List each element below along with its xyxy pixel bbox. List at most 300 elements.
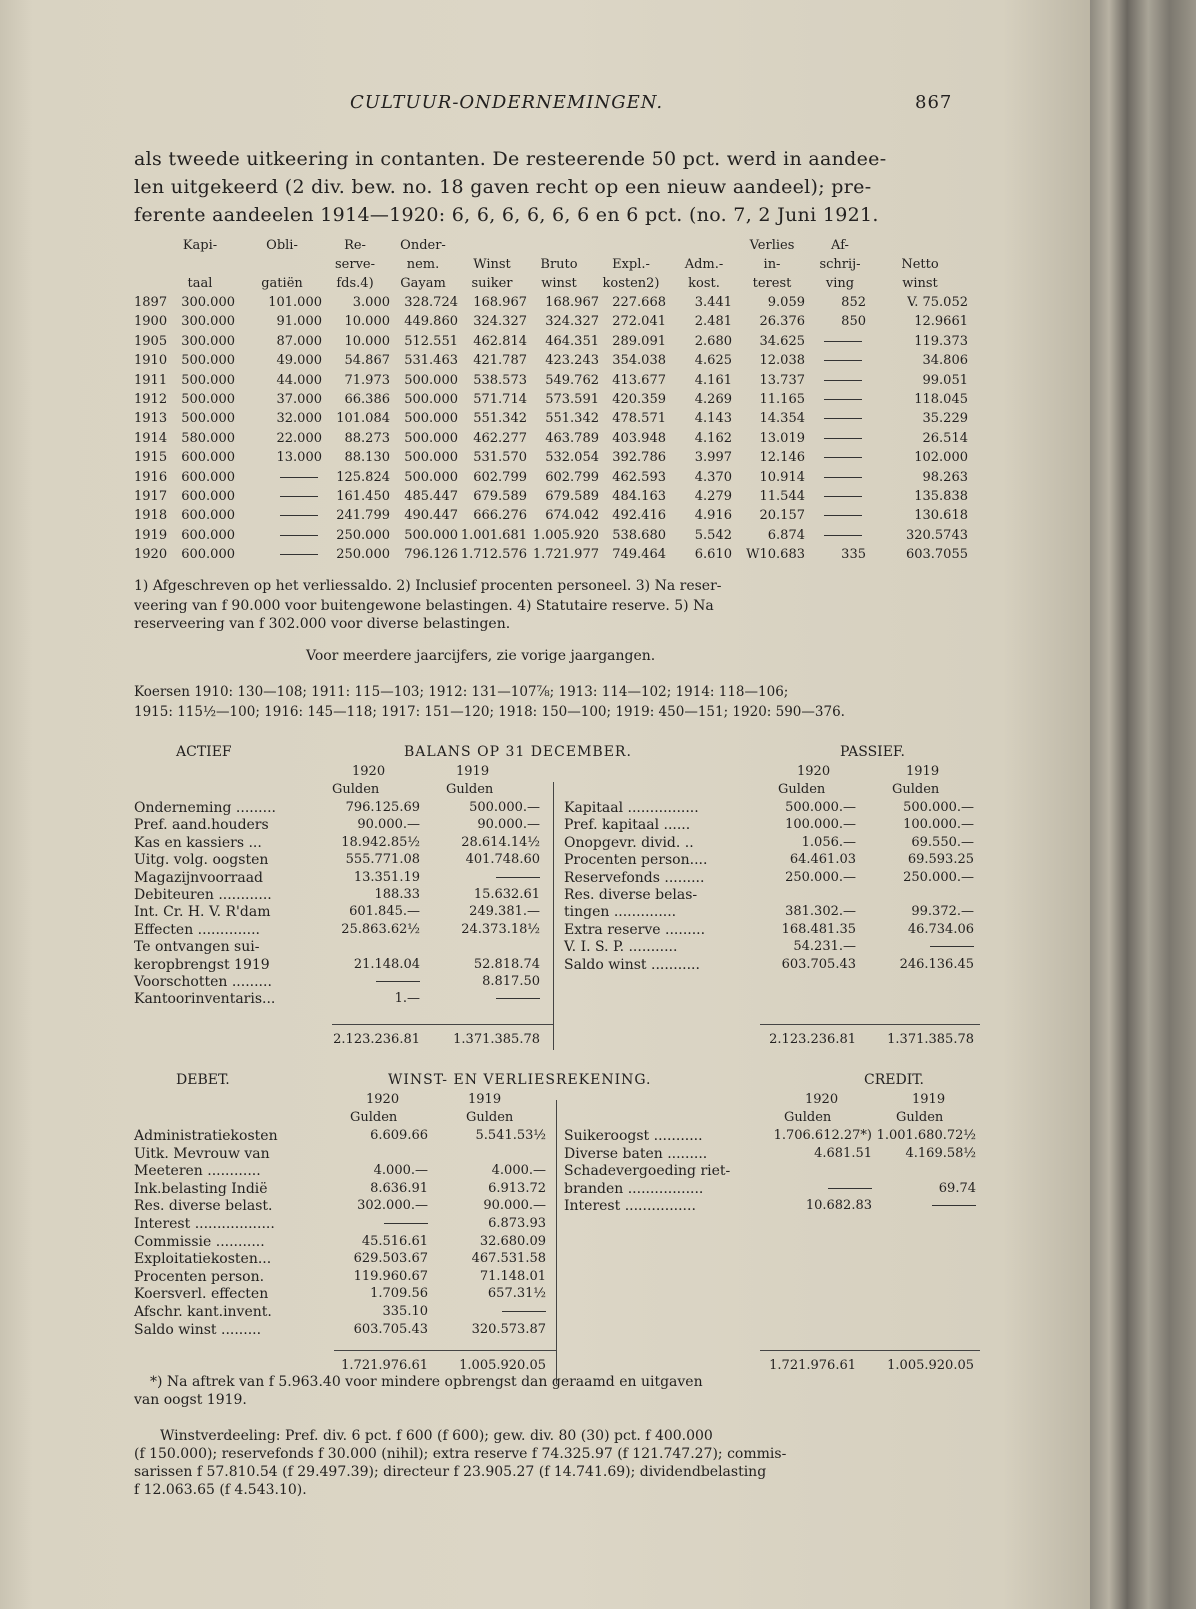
passief-item-label: Extra reserve ......... (564, 921, 706, 938)
results-cell: 600.000 (181, 547, 235, 563)
results-cell: 423.243 (545, 353, 599, 369)
winst-right-year2: 1919 (912, 1092, 946, 1107)
results-cell: 403.948 (612, 430, 666, 446)
results-cell: 135.838 (914, 489, 968, 504)
results-cell: 602.799 (473, 469, 527, 485)
results-cell: 600.000 (181, 508, 235, 524)
passief-item-value: 100.000.— (903, 817, 974, 833)
results-header-cell: Adm.- (684, 257, 724, 272)
credit-total-1919: 1.005.920.05 (887, 1358, 974, 1373)
credit-item-label: Interest ................ (564, 1198, 696, 1215)
passief-item-label: Pref. kapitaal ...... (564, 817, 691, 834)
winst-title: WINST- EN VERLIESREKENING. (388, 1072, 652, 1088)
results-cell: 600.000 (181, 450, 235, 466)
debet-item-label: Procenten person. (134, 1268, 265, 1285)
results-cell: 4.916 (694, 508, 732, 524)
results-cell: 551.342 (473, 411, 527, 427)
credit-item-label: Schadevergoeding riet- (564, 1163, 731, 1180)
winst-right-unit2: Gulden (896, 1110, 944, 1125)
results-cell (824, 489, 868, 504)
results-cell: 34.806 (922, 353, 968, 369)
results-cell: 119.373 (914, 333, 968, 349)
debet-item-value: 32.680.09 (479, 1233, 546, 1249)
balance-right-year1: 1920 (797, 764, 831, 779)
results-header-cell: nem. (406, 257, 440, 272)
results-cell: 4.269 (694, 392, 732, 407)
balance-passief-label: PASSIEF. (840, 744, 905, 760)
results-cell: 10.000 (344, 333, 390, 349)
results-year-cell: 1916 (134, 469, 168, 485)
actief-total-rule (332, 1024, 554, 1025)
intro-line-1: als tweede uitkeering in contanten. De resteerende 50 pct. werd in aandee- (134, 148, 887, 170)
results-cell: 462.593 (612, 469, 666, 485)
results-cell: 4.143 (694, 411, 732, 427)
results-cell (824, 508, 868, 523)
results-cell: 11.544 (759, 489, 805, 504)
results-cell: 420.359 (612, 392, 666, 407)
passief-item-value (860, 939, 974, 954)
results-header-cell: Re- (344, 238, 366, 253)
actief-item-label: Kantoorinventaris... (134, 991, 276, 1008)
results-header-cell: Af- (831, 238, 849, 253)
debet-item-value: 629.503.67 (353, 1251, 428, 1267)
passief-total-1920: 2.123.236.81 (769, 1032, 856, 1047)
credit-total-1920: 1.721.976.61 (769, 1358, 856, 1373)
results-cell: 3.441 (694, 295, 732, 310)
results-cell (824, 334, 868, 349)
results-cell: 13.000 (276, 450, 322, 466)
results-cell: 161.450 (336, 489, 390, 504)
actief-item-value: 500.000.— (469, 800, 540, 815)
winst-left-unit1: Gulden (350, 1110, 398, 1125)
passief-item-label: Res. diverse belas- (564, 887, 698, 903)
balance-actief-label: ACTIEF (176, 744, 232, 760)
results-cell: 490.447 (404, 508, 458, 524)
results-cell: 571.714 (473, 392, 527, 407)
passief-item-value: 250.000.— (785, 869, 856, 885)
results-cell: 11.165 (759, 392, 805, 407)
actief-item-value: 601.845.— (349, 904, 420, 920)
debet-item-label: Exploitatiekosten... (134, 1251, 272, 1268)
results-cell: 88.130 (344, 450, 390, 466)
footnote-line-2: veering van f 90.000 voor buitengewone belastingen. 4) Statutaire reserve. 5) Na (134, 598, 714, 614)
winst-right-unit1: Gulden (784, 1110, 832, 1125)
results-cell: 37.000 (276, 392, 322, 407)
debet-total-rule (334, 1350, 556, 1351)
balance-right-year2: 1919 (906, 764, 940, 779)
passief-total-1919: 1.371.385.78 (887, 1032, 974, 1047)
results-cell: 449.860 (404, 314, 458, 330)
results-cell: 22.000 (276, 430, 322, 446)
actief-total-1920: 2.123.236.81 (333, 1032, 420, 1047)
results-cell: 289.091 (612, 333, 666, 349)
results-header-cell: schrij- (819, 257, 861, 272)
actief-item-value: 796.125.69 (345, 800, 420, 815)
results-cell: 49.000 (276, 353, 322, 369)
results-cell: 6.610 (694, 547, 732, 563)
results-cell: 413.677 (612, 372, 666, 388)
results-cell: 600.000 (181, 489, 235, 504)
running-header-title: CULTUUR-ONDERNEMINGEN. (350, 92, 664, 113)
debet-item-label: Saldo winst ......... (134, 1321, 262, 1338)
actief-item-label: Voorschotten ......... (134, 974, 272, 990)
actief-item-value (310, 974, 420, 989)
results-cell: 4.625 (694, 353, 732, 369)
results-cell: 168.967 (545, 295, 599, 310)
results-cell: 463.789 (545, 430, 599, 446)
passief-item-label: Reservefonds ......... (564, 869, 705, 886)
winst-left-year2: 1919 (468, 1092, 502, 1107)
passief-item-value: 168.481.35 (781, 921, 856, 937)
results-cell: 3.000 (352, 295, 390, 310)
results-cell: 392.786 (612, 450, 666, 466)
passief-item-value: 100.000.— (785, 817, 856, 833)
results-cell: 462.277 (473, 430, 527, 446)
debet-item-value: 603.705.43 (353, 1321, 428, 1337)
results-cell: 12.146 (759, 450, 805, 466)
results-cell: 500.000 (404, 430, 458, 446)
debet-item-label: Ink.belasting Indië (134, 1180, 268, 1197)
results-cell: 462.814 (473, 333, 527, 349)
actief-item-value: 401.748.60 (465, 852, 540, 868)
actief-item-value: 21.148.04 (353, 956, 420, 972)
results-cell: 602.799 (545, 469, 599, 485)
results-cell: 26.376 (759, 314, 805, 330)
results-cell: 300.000 (181, 333, 235, 349)
results-cell: 20.157 (759, 508, 805, 524)
results-header-cell: kosten2) (602, 276, 660, 291)
results-cell: 500.000 (181, 372, 235, 388)
results-header-cell: Winst (473, 257, 511, 272)
results-cell (280, 528, 324, 543)
actief-item-label: Magazijnvoorraad (134, 869, 264, 886)
results-cell: 71.973 (344, 372, 390, 388)
passief-item-value: 69.593.25 (907, 852, 974, 868)
footnote-line-1: 1) Afgeschreven op het verliessaldo. 2) Inclusief procenten personeel. 3) Na reser- (134, 578, 722, 594)
passief-item-value: 603.705.43 (781, 956, 856, 972)
results-cell: 87.000 (276, 333, 322, 349)
results-cell: 1.712.576 (460, 547, 527, 563)
results-cell: 320.5743 (905, 527, 968, 543)
results-cell: 666.276 (473, 508, 527, 524)
results-header-cell: gatiën (261, 276, 303, 291)
results-cell: 324.327 (473, 314, 527, 330)
book-spine-edge (1090, 0, 1196, 1609)
passief-item-label: tingen .............. (564, 904, 677, 921)
results-cell: 492.416 (612, 508, 666, 524)
winstverdeeling-line-4: f 12.063.65 (f 4.543.10). (134, 1482, 307, 1498)
credit-item-value (742, 1181, 872, 1196)
results-cell: 10.000 (344, 314, 390, 330)
results-cell: W10.683 (746, 547, 805, 563)
passief-item-value: 500.000.— (903, 800, 974, 815)
passief-item-label: Saldo winst ........... (564, 956, 700, 973)
see-previous-note: Voor meerdere jaarcijfers, zie vorige jaargangen. (306, 648, 656, 664)
debet-item-value: 90.000.— (483, 1198, 546, 1214)
results-cell: 6.874 (767, 527, 805, 543)
balance-left-unit1: Gulden (332, 782, 380, 797)
results-cell: 4.162 (694, 430, 732, 446)
intro-line-2: len uitgekeerd (2 div. bew. no. 18 gaven recht op een nieuw aandeel); pre- (134, 176, 872, 198)
results-year-cell: 1905 (134, 333, 168, 349)
actief-item-label: Effecten .............. (134, 921, 260, 938)
results-cell: 32.000 (276, 411, 322, 427)
debet-item-value: 657.31½ (487, 1286, 546, 1302)
actief-total-1919: 1.371.385.78 (453, 1032, 540, 1047)
balance-left-year2: 1919 (456, 764, 490, 779)
debet-item-value (318, 1216, 428, 1231)
actief-item-value: 188.33 (374, 887, 420, 902)
debet-item-value: 302.000.— (357, 1198, 428, 1214)
results-header-cell: ving (825, 276, 855, 291)
actief-item-value: 28.614.14½ (461, 834, 540, 850)
results-cell: 12.9661 (914, 314, 968, 330)
results-header-cell: in- (763, 257, 781, 272)
results-cell: 300.000 (181, 295, 235, 310)
results-cell: 538.680 (612, 527, 666, 543)
results-cell: 241.799 (336, 508, 390, 524)
results-year-cell: 1918 (134, 508, 168, 524)
results-cell: 272.041 (612, 314, 666, 330)
results-cell: 4.370 (694, 469, 732, 485)
actief-item-label: Onderneming ......... (134, 800, 276, 816)
credit-item-label: Diverse baten ......... (564, 1145, 708, 1162)
results-cell: 500.000 (181, 411, 235, 427)
credit-item-label: branden ................. (564, 1180, 704, 1197)
results-year-cell: 1897 (134, 295, 168, 310)
results-header-cell: Gayam (400, 276, 446, 291)
actief-item-label: Uitg. volg. oogsten (134, 852, 269, 869)
results-cell: 227.668 (612, 295, 666, 310)
results-year-cell: 1911 (134, 372, 168, 388)
passief-item-value: 46.734.06 (907, 921, 974, 937)
results-cell: 2.680 (694, 333, 732, 349)
actief-item-value: 1.— (394, 991, 420, 1007)
debet-item-label: Koersverl. effecten (134, 1286, 269, 1303)
results-cell: 5.542 (694, 527, 732, 543)
winst-credit-label: CREDIT. (864, 1072, 924, 1088)
results-cell: 54.867 (344, 353, 390, 369)
actief-item-label: Debiteuren ............ (134, 887, 272, 903)
balance-right-unit2: Gulden (892, 782, 940, 797)
koersen-line-1: Koersen 1910: 130—108; 1911: 115—103; 1912: 131—107⅞; 1913: 114—102; 1914: 118—106; (134, 684, 789, 700)
results-year-cell: 1919 (134, 527, 168, 543)
results-cell: 35.229 (922, 411, 968, 427)
actief-item-value (430, 870, 540, 885)
debet-item-value: 6.913.72 (488, 1180, 546, 1196)
results-cell: 485.447 (404, 489, 458, 504)
results-header-cell: winst (902, 276, 938, 291)
results-header-cell: suiker (471, 276, 513, 291)
results-cell: 500.000 (404, 527, 458, 543)
passief-item-value: 1.056.— (801, 834, 856, 850)
results-cell: 250.000 (336, 527, 390, 543)
results-cell (824, 411, 868, 426)
results-cell: 328.724 (404, 295, 458, 310)
results-cell: 500.000 (404, 469, 458, 485)
actief-item-value: 24.373.18½ (461, 921, 540, 937)
passief-item-label: Onopgevr. divid. .. (564, 834, 694, 851)
results-cell: 1.001.681 (460, 527, 527, 543)
results-cell: 354.038 (612, 353, 666, 369)
debet-item-value: 335.10 (382, 1304, 428, 1319)
results-cell: 484.163 (612, 489, 666, 504)
passief-item-value: 246.136.45 (899, 956, 974, 972)
results-cell: 3.997 (694, 450, 732, 466)
actief-item-value: 90.000.— (477, 817, 540, 833)
debet-item-value: 119.960.67 (353, 1268, 428, 1284)
debet-item-value: 71.148.01 (479, 1268, 546, 1284)
winstverdeeling-line-3: sarissen f 57.810.54 (f 29.497.39); directeur f 23.905.27 (f 14.741.69); dividendbelasting (134, 1464, 767, 1480)
actief-item-value: 18.942.85½ (341, 834, 420, 850)
results-cell (824, 450, 868, 465)
results-year-cell: 1900 (134, 314, 168, 330)
results-cell: 580.000 (181, 430, 235, 446)
results-cell: 101.000 (268, 295, 322, 310)
credit-item-value: 10.682.83 (805, 1198, 872, 1214)
results-year-cell: 1912 (134, 392, 168, 407)
results-cell (280, 508, 324, 523)
results-year-cell: 1917 (134, 489, 168, 504)
passief-total-rule (760, 1024, 980, 1025)
results-year-cell: 1920 (134, 547, 168, 563)
results-cell: 14.354 (759, 411, 805, 427)
results-cell (280, 489, 324, 504)
debet-total-1919: 1.005.920.05 (459, 1358, 546, 1373)
results-header-cell: terest (752, 276, 792, 291)
results-cell: 26.514 (922, 430, 968, 446)
results-cell: 66.386 (344, 392, 390, 407)
results-year-cell: 1915 (134, 450, 168, 466)
results-cell: 500.000 (404, 411, 458, 427)
results-cell: 102.000 (914, 450, 968, 466)
debet-item-value: 1.709.56 (370, 1286, 428, 1302)
results-cell (824, 353, 868, 368)
passief-item-label: Procenten person.... (564, 852, 708, 869)
credit-item-label: Suikeroogst ........... (564, 1128, 703, 1144)
debet-item-value (436, 1304, 546, 1319)
actief-item-value: 15.632.61 (473, 887, 540, 902)
results-cell: 10.914 (759, 469, 805, 485)
results-cell: 98.263 (922, 469, 968, 485)
actief-item-label: Pref. aand.houders (134, 817, 269, 834)
results-cell: 130.618 (914, 508, 968, 524)
passief-item-value: 99.372.— (911, 904, 974, 920)
balance-title: BALANS OP 31 DECEMBER. (404, 744, 632, 760)
results-year-cell: 1913 (134, 411, 168, 427)
results-cell (824, 373, 868, 388)
intro-line-3: ferente aandeelen 1914—1920: 6, 6, 6, 6, 6, 6 en 6 pct. (no. 7, 2 Juni 1921. (134, 204, 879, 226)
results-cell: V. 75.052 (907, 295, 968, 310)
koersen-line-2: 1915: 115½—100; 1916: 145—118; 1917: 151—120; 1918: 150—100; 1919: 450—151; 1920: 590—376. (134, 704, 845, 720)
results-cell: 573.591 (545, 392, 599, 407)
results-cell: 421.787 (473, 353, 527, 369)
results-cell: 852 (841, 295, 866, 310)
results-cell: 512.551 (404, 333, 458, 349)
results-cell: 34.625 (759, 333, 805, 349)
results-cell: 532.054 (545, 450, 599, 466)
passief-item-value: 54.231.— (793, 939, 856, 955)
debet-item-value: 45.516.61 (361, 1233, 428, 1249)
winstverdeeling-line-2: (f 150.000); reservefonds f 30.000 (nihil); extra reserve f 74.325.97 (f 121.747.27); commis- (134, 1446, 787, 1462)
results-cell: 88.273 (344, 430, 390, 446)
credit-total-rule (760, 1350, 980, 1351)
results-header-cell: kost. (688, 276, 720, 291)
debet-item-label: Meeteren ............ (134, 1163, 261, 1180)
results-cell: 99.051 (922, 372, 968, 388)
actief-item-value: 25.863.62½ (341, 921, 420, 937)
results-header-cell: Obli- (266, 238, 298, 253)
results-header-cell: Netto (901, 257, 939, 272)
results-cell: 674.042 (545, 508, 599, 524)
results-cell (824, 470, 868, 485)
actief-item-value: 249.381.— (469, 904, 540, 920)
actief-item-value: 555.771.08 (345, 852, 420, 868)
actief-item-label: Te ontvangen sui- (134, 939, 260, 956)
actief-item-label: Int. Cr. H. V. R'dam (134, 904, 271, 921)
results-header-cell: Verlies (749, 238, 795, 253)
results-cell: 500.000 (181, 353, 235, 369)
balance-left-unit2: Gulden (446, 782, 494, 797)
results-cell: 118.045 (914, 392, 968, 407)
star-note-line-1: *) Na aftrek van f 5.963.40 voor mindere opbrengst dan geraamd en uitgaven (150, 1374, 703, 1390)
debet-total-1920: 1.721.976.61 (341, 1358, 428, 1373)
results-cell: 1.721.977 (532, 547, 599, 563)
debet-item-label: Interest .................. (134, 1216, 275, 1232)
results-cell: 531.570 (473, 450, 527, 466)
results-cell: 796.126 (404, 547, 458, 563)
debet-item-value: 4.000.— (373, 1163, 428, 1179)
results-header-cell: taal (187, 276, 213, 291)
winst-left-year1: 1920 (366, 1092, 400, 1107)
actief-item-value: 52.818.74 (473, 956, 540, 972)
results-cell (280, 547, 324, 562)
results-header-cell: serve- (334, 257, 375, 272)
results-cell: 13.019 (759, 430, 805, 446)
passief-item-value: 69.550.— (911, 834, 974, 850)
balance-left-year1: 1920 (352, 764, 386, 779)
results-cell: 850 (841, 314, 866, 330)
results-cell: 91.000 (276, 314, 322, 330)
results-cell: 478.571 (612, 411, 666, 427)
results-cell: 600.000 (181, 469, 235, 485)
debet-item-value: 6.873.93 (488, 1216, 546, 1231)
results-cell: 4.161 (694, 372, 732, 388)
results-cell: 500.000 (404, 450, 458, 466)
results-cell: 464.351 (545, 333, 599, 349)
debet-item-value: 467.531.58 (471, 1251, 546, 1267)
results-cell: 600.000 (181, 527, 235, 543)
balance-divider (553, 782, 554, 1050)
credit-item-value: 69.74 (938, 1180, 976, 1196)
actief-item-value: 8.817.50 (482, 974, 540, 989)
results-header-cell: Kapi- (182, 238, 218, 253)
results-year-cell: 1914 (134, 430, 168, 446)
results-cell: 551.342 (545, 411, 599, 427)
actief-item-value: 13.351.19 (353, 869, 420, 885)
results-cell: 603.7055 (905, 547, 968, 563)
results-cell: 335 (841, 547, 866, 563)
results-cell: 4.279 (694, 489, 732, 504)
credit-item-value: 1.706.612.27*) (773, 1128, 872, 1143)
results-year-cell: 1910 (134, 353, 168, 369)
debet-item-label: Commissie ........... (134, 1233, 265, 1250)
results-cell: 44.000 (276, 372, 322, 388)
passief-item-value: 250.000.— (903, 869, 974, 885)
results-cell: 250.000 (336, 547, 390, 563)
results-cell: 749.464 (612, 547, 666, 563)
results-cell: 13.737 (759, 372, 805, 388)
